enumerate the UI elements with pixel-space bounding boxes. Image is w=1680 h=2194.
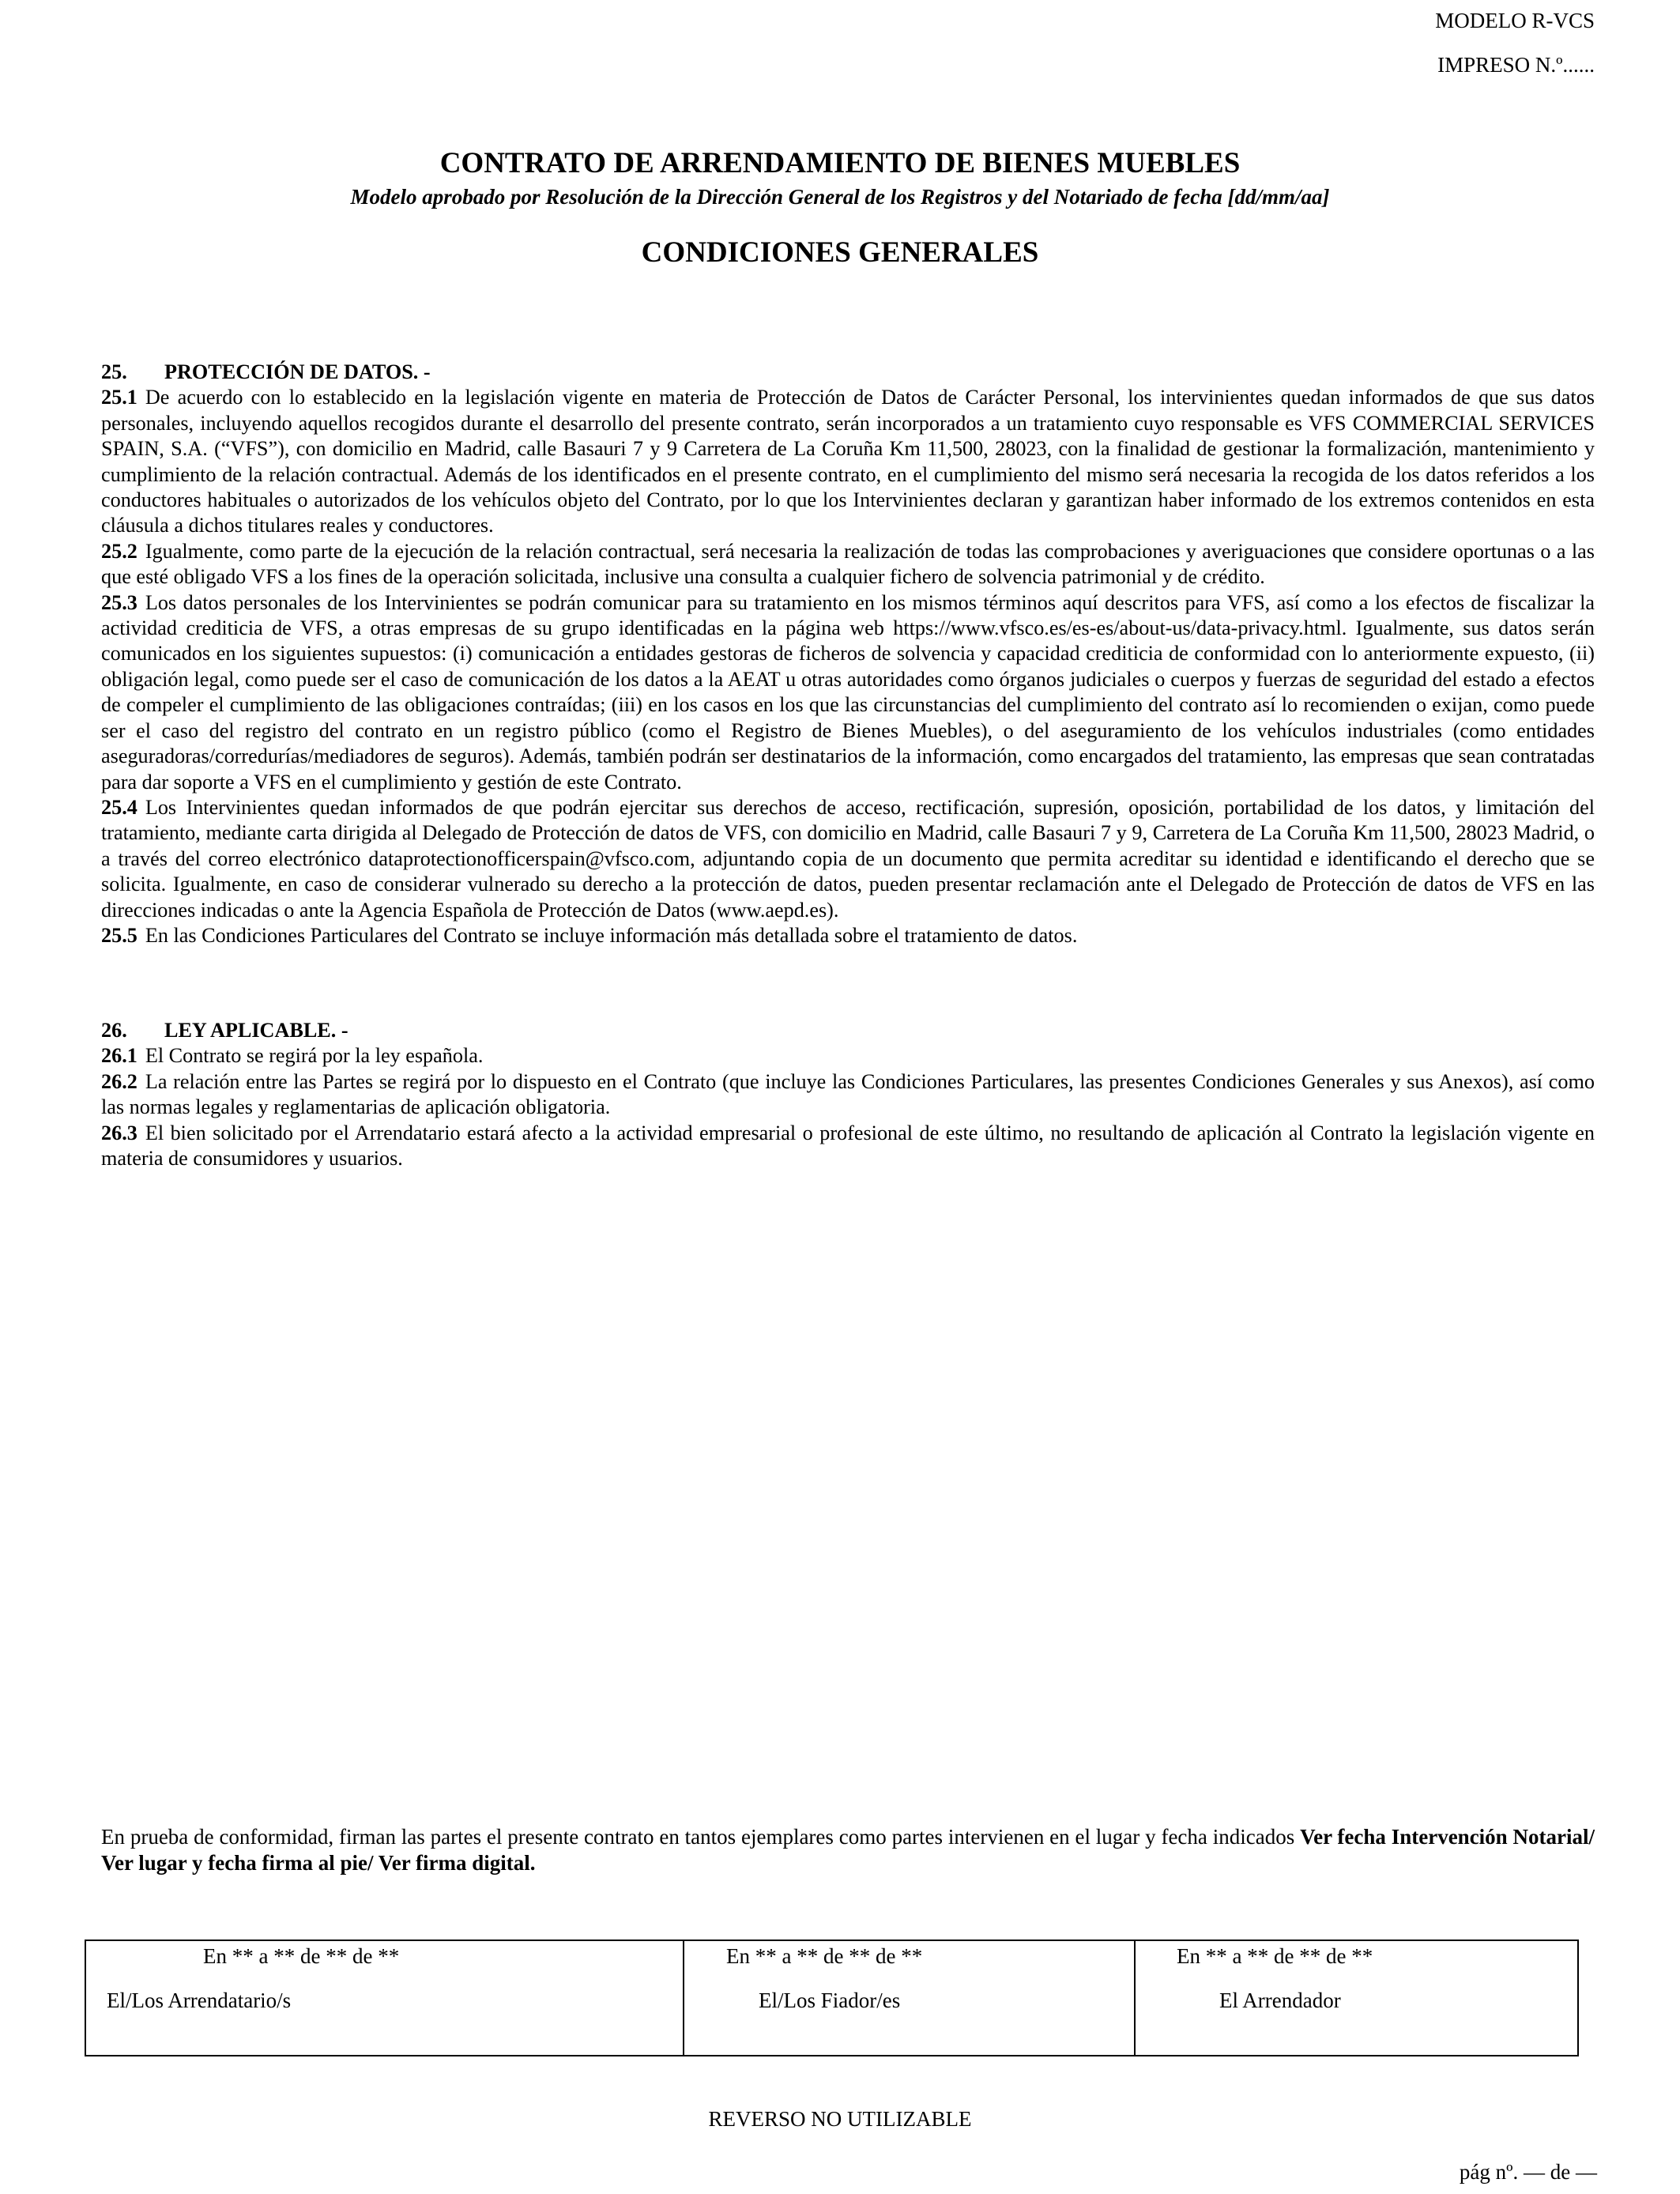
clause-text: En las Condiciones Particulares del Contrato se incluye información más detallada sobre el tratamiento de datos. — [145, 923, 1078, 947]
clause-26-2 — [101, 1069, 1595, 1121]
reverse-notice: REVERSO NO UTILIZABLE — [708, 2107, 972, 2131]
signature-party-guarantor: El/Los Fiador/es — [759, 1989, 901, 2012]
clause-text: La relación entre las Partes se regirá por lo dispuesto en el Contrato (que incluye las Condiciones Particulares, las presentes Condiciones Generales y sus Anexos), así como las normas legales y reglamentarias de aplicación obligatoria. — [101, 1069, 1595, 1119]
clause-26-3 — [101, 1121, 1595, 1172]
signature-place-date-3: En ** a ** de ** de ** — [1177, 1944, 1373, 1968]
clause-number: 25.3 — [101, 590, 137, 614]
conformity-statement — [101, 1824, 1595, 1876]
signature-place-date-1: En ** a ** de ** de ** — [203, 1944, 400, 1968]
clause-25-2 — [101, 539, 1595, 590]
document-title: CONTRATO DE ARRENDAMIENTO DE BIENES MUEBLES — [439, 147, 1241, 179]
clause-25-1 — [101, 385, 1595, 538]
section-applicable-law — [101, 1018, 1595, 1171]
conformity-bold-note: Ver fecha Intervención Notarial/ Ver lugar y fecha firma al pie/ Ver firma digital. — [101, 1825, 1595, 1875]
clause-text: Los Intervinientes quedan informados de que podrán ejercitar sus derechos de acceso, rectificación, supresión, oposición, portabilidad de los datos, y limitación del tratamiento, mediante carta dirigida al Delegado de Protección de datos de VFS, con domicilio en Madrid, calle Basauri 7 y 9, Carretera de La Coruña Km 11,500, 28023 Madrid, o a través del correo electrónico dataprotectionofficerspain@vfsco.com, adjuntando copia de un documento que permita acreditar su identidad e identificando el derecho que se solicita. Igualmente, en caso de considerar vulnerado su derecho a la protección de datos, pueden presentar reclamación ante el Delegado de Protección de datos de VFS en las direcciones indicadas o ante la Agencia Española de Protección de Datos (www.aepd.es). — [101, 795, 1595, 922]
conformity-text: En prueba de conformidad, firman las partes el presente contrato en tantos ejemplares como partes intervienen en el lugar y fecha indicados — [101, 1825, 1301, 1849]
clause-number: 25.5 — [101, 923, 137, 947]
clause-25-3 — [101, 590, 1595, 795]
page-number: pág nº. — de — — [1459, 2160, 1597, 2184]
section-heading — [101, 360, 1595, 385]
clause-text: De acuerdo con lo establecido en la legislación vigente en materia de Protección de Datos de Carácter Personal, los intervinientes quedan informados de que sus datos personales, incluyendo aquellos recogidos durante el desarrollo del presente contrato, serán incorporados a un tratamiento cuyo responsable es VFS COMMERCIAL SERVICES SPAIN, S.A. (“VFS”), con domicilio en Madrid, calle Basauri 7 y 9 Carretera de La Coruña Km 11,500, 28023, con la finalidad de gestionar la formalización, mantenimiento y cumplimiento de la relación contractual. Además de los identificados en el presente contrato, en el cumplimiento del mismo será necesaria la recogida de los datos referidos a los conductores habituales o autorizados de los vehículos objeto del Contrato, por lo que los Intervinientes declaran y garantizan haber informado de los extremos contenidos en esta cláusula a dichos titulares reales y conductores. — [101, 386, 1595, 537]
clause-number: 25.2 — [101, 539, 137, 563]
conditions-title: CONDICIONES GENERALES — [641, 236, 1039, 269]
clause-25-4 — [101, 795, 1595, 923]
print-number: IMPRESO N.º...... — [1437, 53, 1595, 77]
section-number: 26. — [101, 1019, 127, 1042]
section-data-protection — [101, 360, 1595, 948]
table-divider — [1134, 1941, 1136, 2055]
table-divider — [683, 1941, 684, 2055]
clause-number: 25.1 — [101, 386, 137, 409]
clause-text: El Contrato se regirá por la ley española. — [145, 1044, 484, 1068]
clause-text: Igualmente, como parte de la ejecución de la relación contractual, será necesaria la realización de todas las comprobaciones y averiguaciones que considere oportunas o a las que esté obligado VFS a los fines de la operación solicitada, inclusive una consulta a cualquier fichero de solvencia patrimonial y de crédito. — [101, 539, 1595, 589]
clause-text: El bien solicitado por el Arrendatario estará afecto a la actividad empresarial o profesional de este último, no resultando de aplicación al Contrato la legislación vigente en materia de consumidores y usuarios. — [101, 1121, 1595, 1171]
section-title: LEY APLICABLE. - — [164, 1019, 348, 1042]
signature-table — [85, 1940, 1579, 2056]
clause-number: 26.3 — [101, 1121, 137, 1144]
section-number: 25. — [101, 360, 127, 383]
signature-place-date-2: En ** a ** de ** de ** — [726, 1944, 923, 1968]
signature-party-lessor: El Arrendador — [1219, 1989, 1341, 2012]
model-code: MODELO R-VCS — [1435, 9, 1595, 32]
clause-number: 25.4 — [101, 795, 137, 819]
clause-number: 26.2 — [101, 1069, 137, 1093]
document-subtitle: Modelo aprobado por Resolución de la Dirección General de los Registros y del Notariado de fecha [dd/mm/aa] — [350, 185, 1330, 209]
clause-25-5 — [101, 923, 1595, 948]
section-title: PROTECCIÓN DE DATOS. - — [164, 360, 431, 383]
section-heading — [101, 1018, 1595, 1043]
clause-text: Los datos personales de los Intervinientes se podrán comunicar para su tratamiento en los mismos términos aquí descritos para VFS, así como a los efectos de fiscalizar la actividad crediticia de VFS, a otras empresas de su grupo identificadas en la página web https://www.vfsco.es/es-es/about-us/data-privacy.html. Igualmente, sus datos serán comunicados en los siguientes supuestos: (i) comunicación a entidades gestoras de ficheros de solvencia y capacidad crediticia de conformidad con lo anteriormente expuesto, (ii) obligación legal, como puede ser el caso de comunicación de los datos a la AEAT u otras autoridades como órganos judiciales o cuerpos y fuerzas de seguridad del estado a efectos de compeler el cumplimiento de las obligaciones contraídas; (iii) en los casos en los que las circunstancias del cumplimiento del contrato así lo recomienden o exijan, como puede ser el caso del registro del contrato en un registro público (como el Registro de Bienes Muebles), o del aseguramiento de los vehículos industriales (como entidades aseguradoras/corredurías/mediadores de seguros). Además, también podrán ser destinatarios de la información, como encargados del tratamiento, las empresas que sean contratadas para dar soporte a VFS en el cumplimiento y gestión de este Contrato. — [101, 590, 1595, 794]
clause-number: 26.1 — [101, 1044, 137, 1068]
signature-party-lessee: El/Los Arrendatario/s — [107, 1989, 292, 2012]
clause-26-1 — [101, 1043, 1595, 1069]
